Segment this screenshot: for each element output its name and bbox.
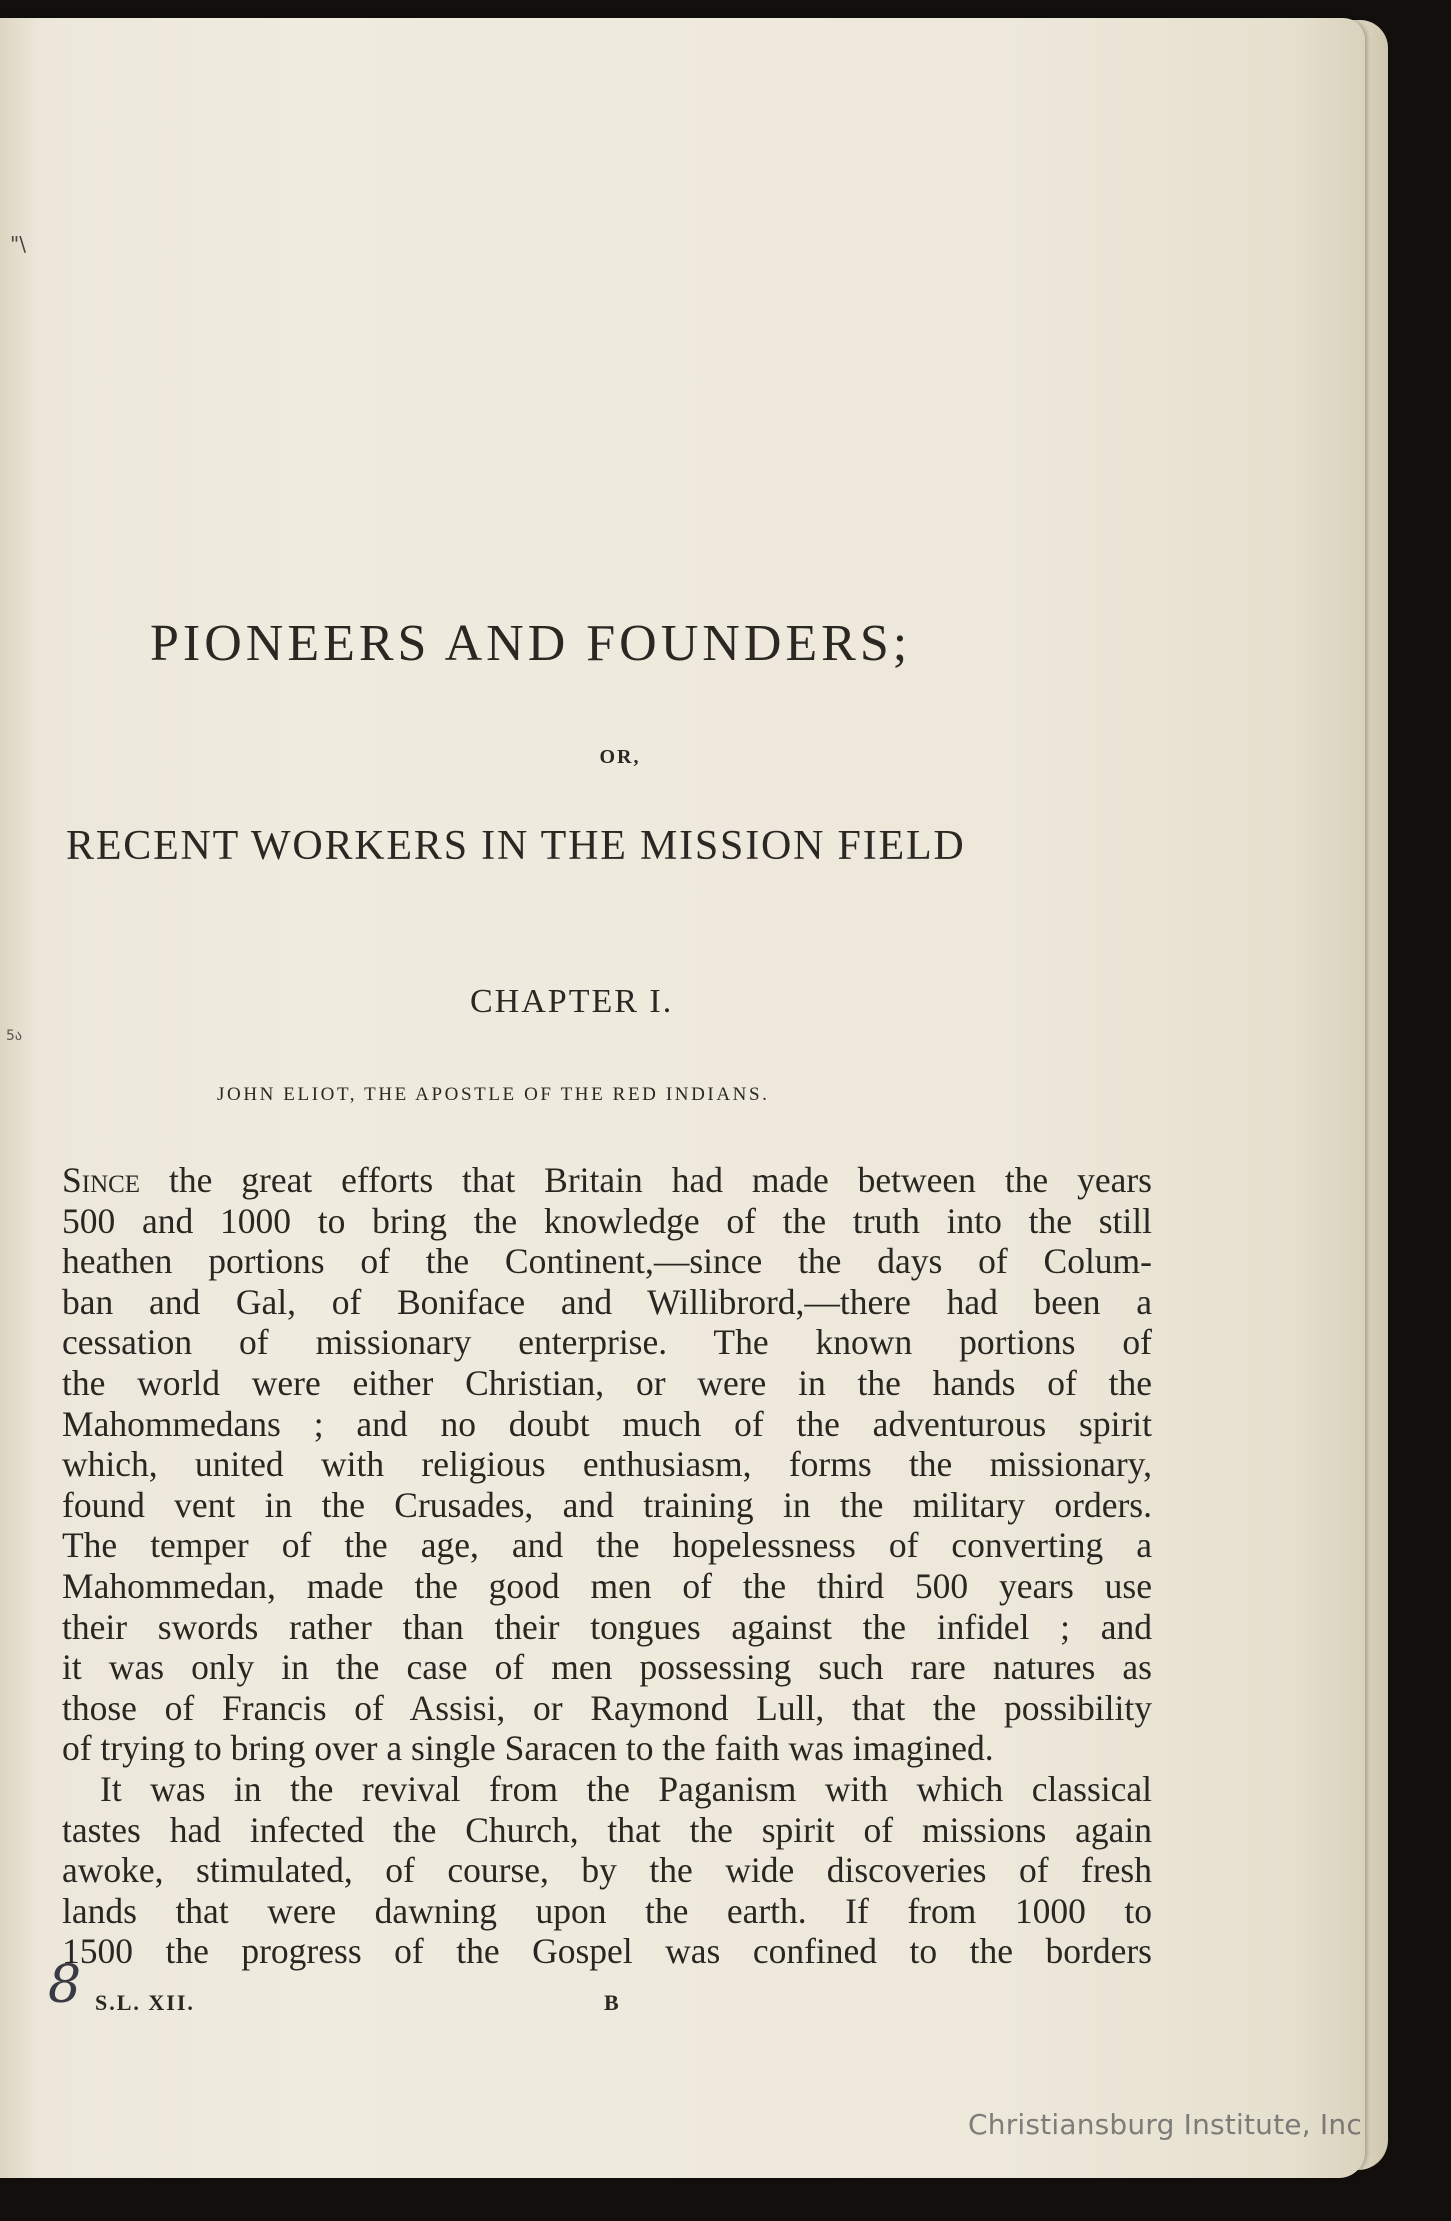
text-line: of trying to bring over a single Saracen to the faith was imagined.	[62, 1728, 994, 1769]
body-text	[62, 1160, 1152, 1972]
text-line: Mahommedan, made the good men of the third 500 years use	[62, 1565, 1152, 1606]
text-line: those of Francis of Assisi, or Raymond Lull, that the possibility	[62, 1687, 1152, 1728]
handwritten-mark: 8	[48, 1955, 82, 2015]
margin-mark: "\	[10, 232, 26, 256]
text-line	[62, 1160, 1152, 1201]
text-line: their swords rather than their tongues against the infidel ; and	[62, 1606, 1152, 1647]
watermark-text: Christiansburg Institute, Inc	[968, 2108, 1362, 2141]
text-line: the world were either Christian, or were in the hands of the	[62, 1362, 1152, 1403]
text-line: Mahommedans ; and no doubt much of the adventurous spirit	[62, 1403, 1152, 1444]
text-line: which, united with religious enthusiasm, forms the missionary,	[62, 1444, 1152, 1485]
signature-mark: S.L. XII.	[95, 1990, 195, 2015]
text-line: cessation of missionary enterprise. The known portions of	[62, 1322, 1152, 1363]
signature-letter: B	[604, 1990, 619, 2015]
text-line: heathen portions of the Continent,—since the days of Colum-	[62, 1241, 1152, 1282]
text-line: lands that were dawning upon the earth. If from 1000 to	[62, 1890, 1152, 1931]
text-line: ban and Gal, of Boniface and Willibrord,—there had been a	[62, 1281, 1152, 1322]
drop-word: Since	[62, 1160, 141, 1200]
text-line-rest: the great efforts that Britain had made between the years	[140, 1160, 1152, 1200]
text-line: It was in the revival from the Paganism with which classical	[100, 1768, 1152, 1809]
text-line: 1500 the progress of the Gospel was confined to the borders	[62, 1931, 1152, 1972]
text-line: awoke, stimulated, of course, by the wide discoveries of fresh	[62, 1850, 1152, 1891]
margin-mark: 5ა	[6, 1028, 23, 1044]
book-subtitle: RECENT WORKERS IN THE MISSION FIELD	[66, 823, 966, 869]
text-line: 500 and 1000 to bring the knowledge of the truth into the still	[62, 1200, 1152, 1241]
text-line: The temper of the age, and the hopelessness of converting a	[62, 1525, 1152, 1566]
chapter-subtitle: JOHN ELIOT, THE APOSTLE OF THE RED INDIANS.	[217, 1084, 770, 1105]
text-line: found vent in the Crusades, and training in the military orders.	[62, 1484, 1152, 1525]
chapter-heading: CHAPTER I.	[470, 983, 674, 1020]
text-line: tastes had infected the Church, that the spirit of missions again	[62, 1809, 1152, 1850]
text-line: it was only in the case of men possessing such rare natures as	[62, 1647, 1152, 1688]
book-title: PIONEERS AND FOUNDERS;	[150, 615, 912, 672]
title-conjunction: OR,	[599, 746, 641, 768]
